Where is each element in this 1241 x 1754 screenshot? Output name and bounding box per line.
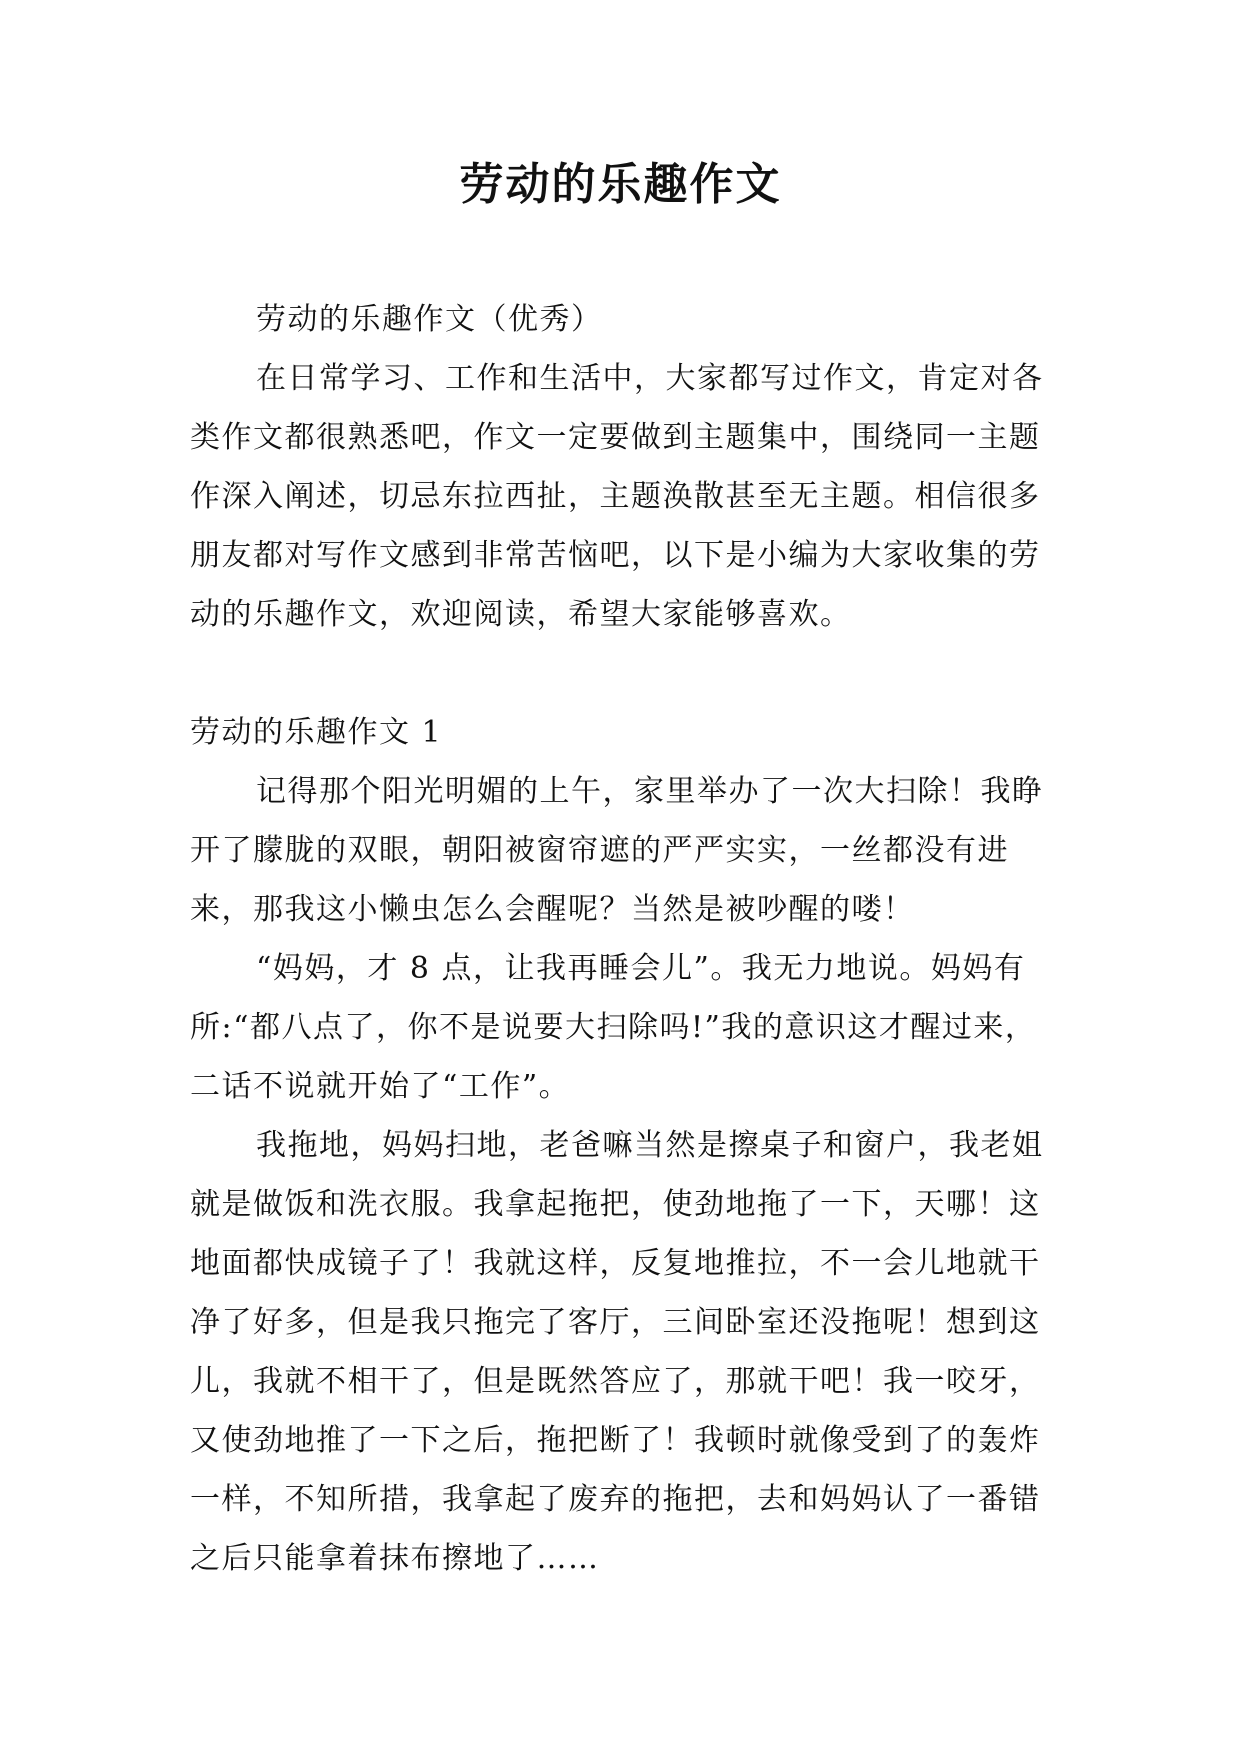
section-paragraph-2: “妈妈，才 8 点，让我再睡会儿”。我无力地说。妈妈有所:“都八点了，你不是说要大扫除吗!”我的意识这才醒过来，二话不说就开始了“工作”。 <box>190 951 1037 1104</box>
section-paragraph-1: 记得那个阳光明媚的上午，家里举办了一次大扫除！我睁开了朦胧的双眼，朝阳被窗帘遮的严严实实，一丝都没有进来，那我这小懒虫怎么会醒呢？当然是被吵醒的喽！ <box>190 774 1044 927</box>
section-paragraph-3: 我拖地，妈妈扫地，老爸嘛当然是擦桌子和窗户，我老姐就是做饭和洗衣服。我拿起拖把，使劲地拖了一下，天哪！这地面都快成镜子了！我就这样，反复地推拉，不一会儿地就干净了好多，但是我只拖完了客厅，三间卧室还没拖呢！想到这儿，我就不相干了，但是既然答应了，那就干吧！我一咬牙，又使劲地推了一下之后，拖把断了！我顿时就像受到了的轰炸一样，不知所措，我拿起了废弃的拖把，去和妈妈认了一番错之后只能拿着抹布擦地了…… <box>190 1128 1044 1576</box>
section-heading: 劳动的乐趣作文 1 <box>190 715 443 750</box>
intro-paragraph: 在日常学习、工作和生活中，大家都写过作文，肯定对各类作文都很熟悉吧，作文一定要做到主题集中，围绕同一主题作深入阐述，切忌东拉西扯，主题涣散甚至无主题。相信很多朋友都对写作文感到非常苦恼吧，以下是小编为大家收集的劳动的乐趣作文，欢迎阅读，希望大家能够喜欢。 <box>190 361 1044 632</box>
document-subtitle: 劳动的乐趣作文（优秀） <box>256 302 603 337</box>
document-title: 劳动的乐趣作文 <box>459 159 782 210</box>
document-body <box>190 290 1058 1588</box>
